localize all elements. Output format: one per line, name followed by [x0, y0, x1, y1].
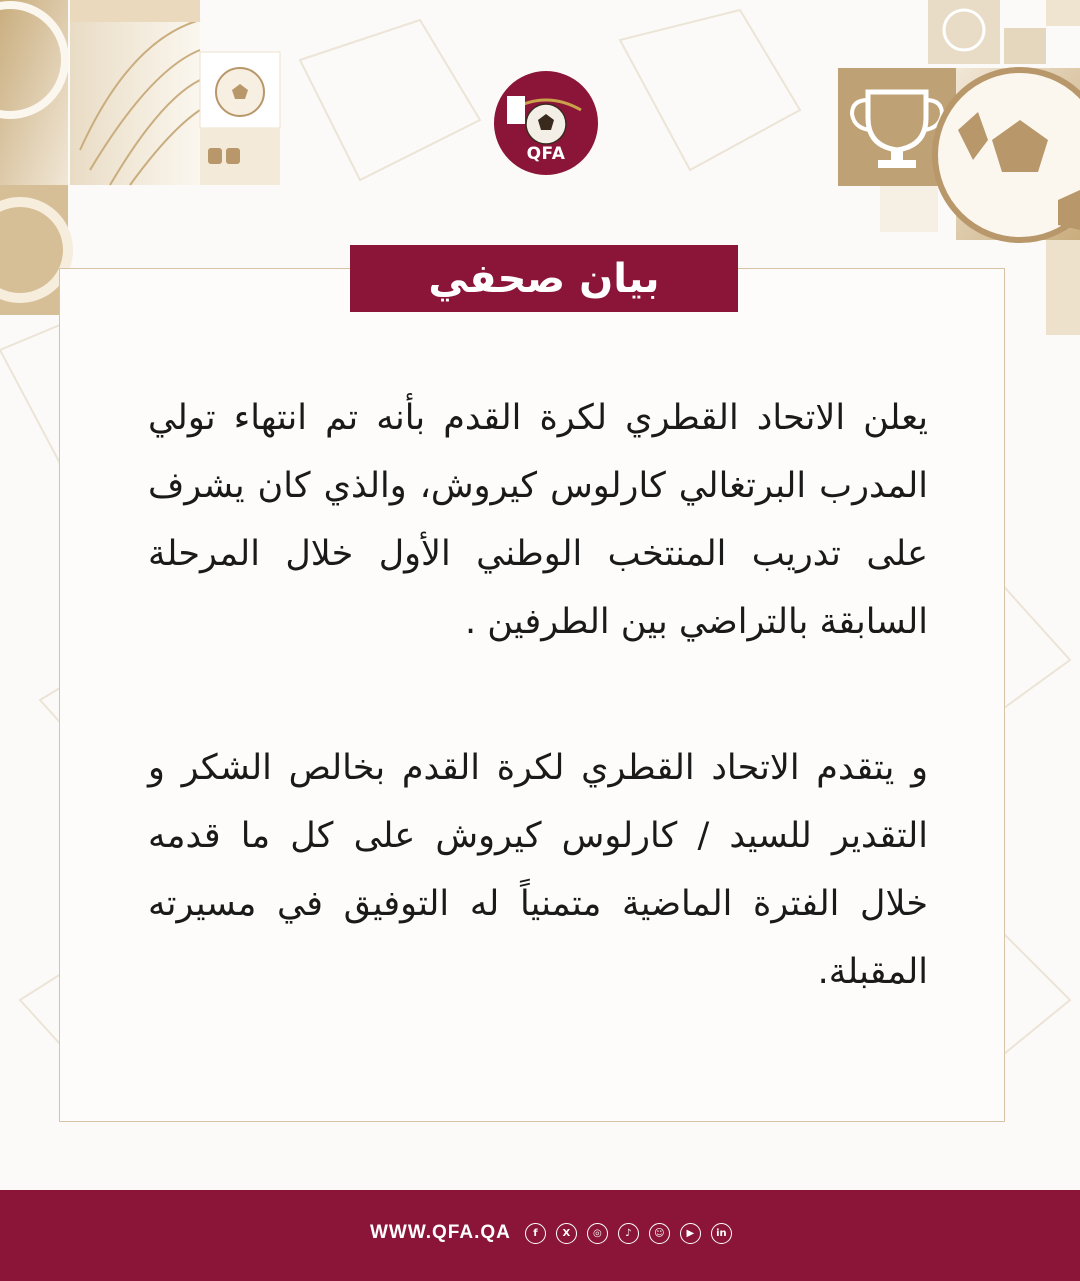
facebook-icon[interactable]: f — [525, 1223, 546, 1244]
tiktok-icon[interactable]: ♪ — [618, 1223, 639, 1244]
website-link[interactable]: WWW.QFA.QA — [370, 1222, 511, 1243]
instagram-icon[interactable]: ◎ — [587, 1223, 608, 1244]
footer-links — [370, 1222, 742, 1244]
qfa-logo-text: QFA — [526, 144, 566, 164]
statement-paragraph-1: يعلن الاتحاد القطري لكرة القدم بأنه تم انتهاء تولي المدرب البرتغالي كارلوس كيروش، والذي كان يشرف على تدريب المنتخب الوطني الأول خلال المرحلة السابقة بالتراضي بين الطرفين . — [148, 398, 928, 642]
x-icon[interactable]: X — [556, 1223, 577, 1244]
snapchat-icon[interactable]: ☺ — [649, 1223, 670, 1244]
press-statement-title: بيان صحفي — [350, 245, 738, 312]
footer-bar — [0, 1190, 1080, 1281]
qfa-logo — [493, 70, 599, 176]
linkedin-icon[interactable]: in — [711, 1223, 732, 1244]
statement-paragraph-2: و يتقدم الاتحاد القطري لكرة القدم بخالص الشكر و التقدير للسيد / كارلوس كيروش على كل ما قدمه خلال الفترة الماضية متمنياً له التوفيق في مسيرته المقبلة. — [148, 748, 928, 992]
youtube-icon[interactable]: ▶ — [680, 1223, 701, 1244]
